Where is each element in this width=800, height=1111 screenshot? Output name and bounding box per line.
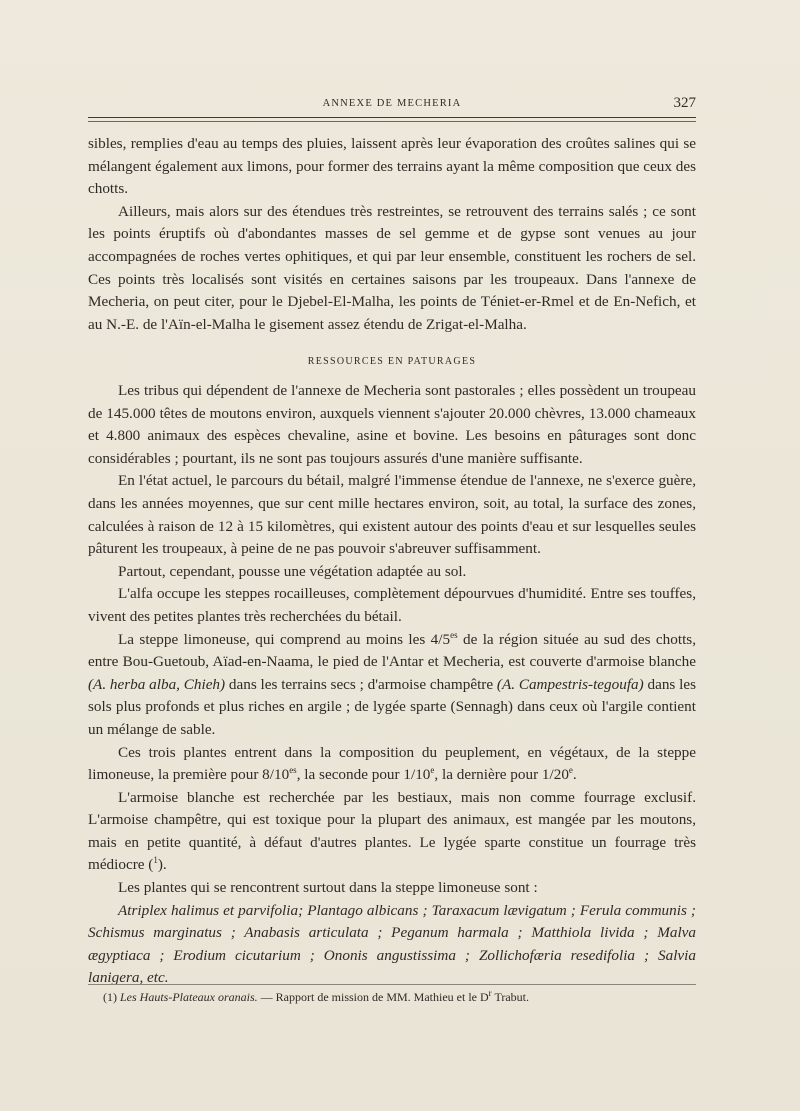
- text-span: Ces trois plantes entrent dans la composition du peuplement, en végétaux, de la steppe limoneuse, la première pour 8/10: [88, 743, 696, 784]
- footnote-title: Les Hauts-Plateaux oranais.: [120, 990, 258, 1004]
- page-number: 327: [673, 95, 696, 111]
- paragraph-plants-intro: Les plantes qui se rencontrent surtout dans la steppe limoneuse sont :: [118, 879, 538, 897]
- paragraph-grazing: En l'état actuel, le parcours du bétail, malgré l'immense étendue de l'annexe, ne s'exerce guère, dans les années moyennes, que sur cent mille hectares environ, soit, au total, la surface des zones, calculées à raison de 12 à 15 kilomètres, qui existent autour des points d'eau et sur lesquelles seules pâturent les troupeaux, à peine de ne pas pouvoir s'abreuver suffisamment.: [88, 472, 696, 558]
- superscript: e: [430, 765, 435, 776]
- text-span: La steppe limoneuse, qui comprend au moins les 4/5: [118, 630, 451, 648]
- paragraph-alfa: L'alfa occupe les steppes rocailleuses, complètement dépourvues d'humidité. Entre ses touffes, vivent des petites plantes très recherchées du bétail.: [88, 585, 696, 625]
- section-heading: RESSOURCES EN PATURAGES: [307, 356, 477, 367]
- body-block-2: [88, 380, 696, 990]
- text-span: de la région située au sud des chotts, entre Bou-Guetoub, Aïad-en-Naama, le pied de l'Antar et Mecheria, est couverte d'armoise blanche: [88, 630, 696, 671]
- paragraph-salt-terrains: Ailleurs, mais alors sur des étendues très restreintes, se retrouvent des terrains salés ; ce sont les points éruptifs où d'abondantes masses de sel gemme et de gypse sont venues au jour accompagnées de roches vertes ophitiques, et qui par leur ensemble, constituent les rochers de sel. Ces points très localisés sont visités en certaines saisons par les troupeaux. Dans l'annexe de Mecheria, on peut citer, pour le Djebel-El-Malha, les points de Téniet-er-Rmel et de En-Nefich, et au N.-E. de l'Aïn-el-Malha le gisement assez étendu de Zrigat-el-Malha.: [88, 202, 696, 333]
- header-rule: [88, 117, 696, 118]
- paragraph-proportions: [88, 742, 696, 787]
- paragraph-steppe: [88, 629, 696, 742]
- paragraph-tribes: Les tribus qui dépendent de l'annexe de Mecheria sont pastorales ; elles possèdent un troupeau de 145.000 têtes de moutons environ, auxquels viennent s'ajouter 20.000 chèvres, 13.000 chameaux et 4.800 animaux des espèces chevaline, asine et bovine. Les besoins en pâturages sont donc considérables ; pourtant, ils ne sont pas toujours assurés d'une manière suffisante.: [88, 382, 696, 467]
- superscript: e: [568, 765, 573, 776]
- running-title: ANNEXE DE MECHERIA: [322, 98, 462, 109]
- paragraph-plants-list: Atriplex halimus et parvifolia; Plantago albicans ; Taraxacum lævigatum ; Ferula communis ; Schismus marginatus ; Anabasis articulata ; Peganum harmala ; Matthiola livida ; Malva ægyptiaca ; Erodium cicutarium ; Ononis angustissima ; Zollichofæria resedifolia ; Salvia lanigera, etc.: [88, 901, 696, 987]
- italic-span: (A. Campestris-tegoufa): [496, 675, 644, 693]
- text-span: dans les terrains secs ; d'armoise champêtre: [225, 675, 497, 693]
- text-span: , la seconde pour 1/10: [296, 766, 431, 784]
- footnote-rule: [88, 984, 696, 985]
- superscript: es: [289, 765, 297, 776]
- superscript: es: [450, 629, 458, 640]
- text-span: .: [572, 766, 577, 784]
- italic-span: (A. herba alba, Chieh): [88, 675, 226, 693]
- text-span: L'armoise blanche est recherchée par les bestiaux, mais non comme fourrage exclusif. L'armoise champêtre, qui est toxique pour la plupart des animaux, est mangée par les moutons, mais en petite quantité, à défaut d'autres plantes. Le lygée sparte constitue un fourrage très médiocre (: [88, 788, 696, 874]
- text-span: , la dernière pour 1/20: [434, 766, 569, 784]
- footnote: [103, 989, 693, 1005]
- footnote-text: — Rapport de mission de MM. Mathieu et le D: [257, 990, 489, 1004]
- footnote-marker: (1): [103, 990, 117, 1004]
- footnote-reference[interactable]: 1: [153, 855, 158, 866]
- header-rule-secondary: [88, 121, 696, 122]
- paragraph-continued: sibles, remplies d'eau au temps des pluies, laissent après leur évaporation des croûtes salines qui se mélangent également aux limons, pour former des terrains ayant la même composition que ceux des chotts.: [88, 135, 696, 198]
- text-span: dans les sols plus profonds et plus riches en argile ; de lygée sparte (Sennagh) dans ceux où l'argile contient un mélange de sable.: [88, 675, 696, 738]
- paragraph-vegetation: Partout, cependant, pousse une végétation adaptée au sol.: [118, 562, 467, 580]
- superscript: r: [488, 988, 492, 998]
- body-block-1: [88, 133, 696, 336]
- page-header: [88, 96, 696, 112]
- footnote-text-end: Trabut.: [491, 990, 530, 1004]
- paragraph-armoise: [88, 787, 696, 877]
- text-span: ).: [157, 856, 167, 874]
